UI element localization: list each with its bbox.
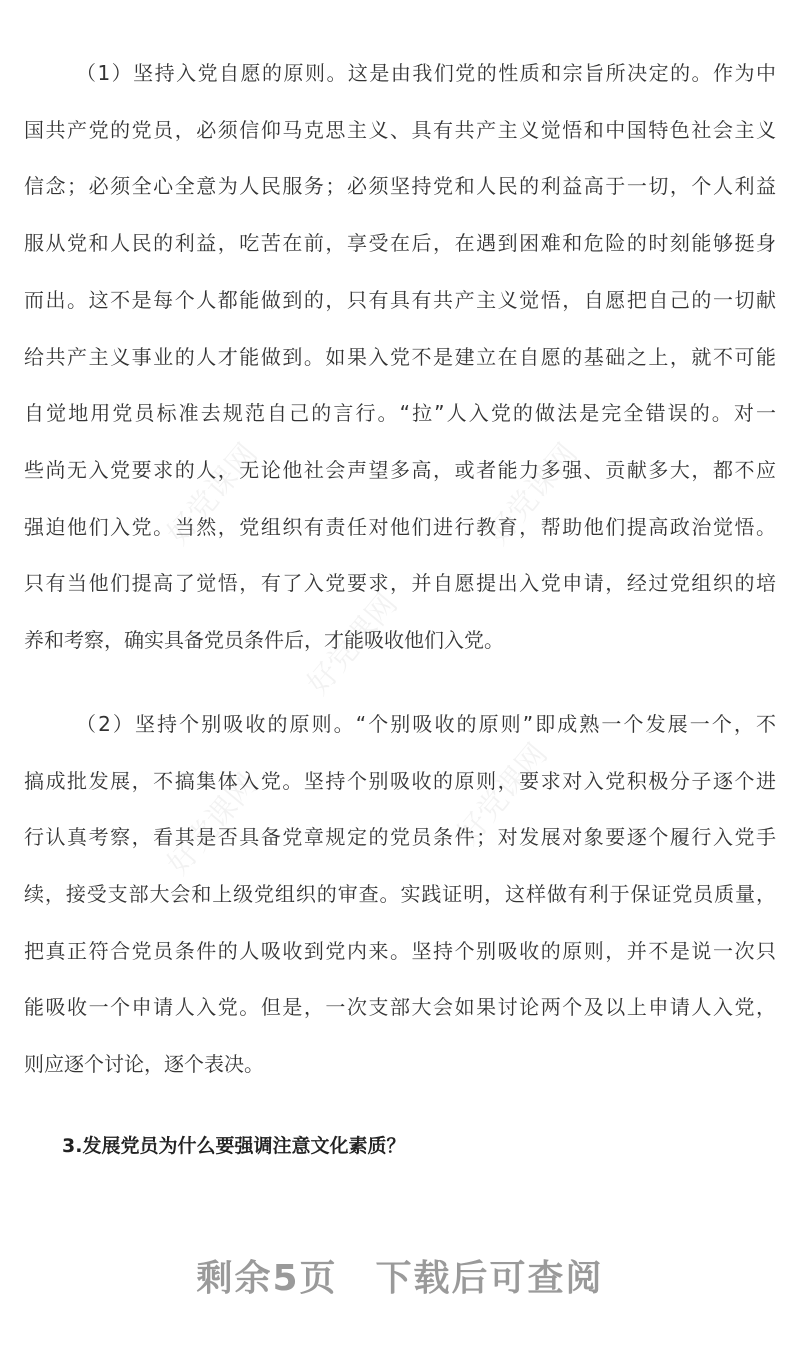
watermark: 好党课网 bbox=[160, 437, 265, 552]
text-line: 服从党和人民的利益，吃苦在前，享受在后，在遇到困难和危险的时刻能够挺身 bbox=[24, 231, 776, 255]
watermark: 好党课网 bbox=[450, 737, 555, 852]
section-heading: 3.发展党员为什么要强调注意文化素质？ bbox=[62, 1135, 406, 1157]
text-line: 把真正符合党员条件的人吸收到党内来。坚持个别吸收的原则，并不是说一次只 bbox=[24, 939, 776, 963]
text-line: 国共产党的党员，必须信仰马克思主义、具有共产主义觉悟和中国特色社会主义 bbox=[24, 118, 776, 142]
text-line: 养和考察，确实具备党员条件后，才能吸收他们入党。 bbox=[24, 628, 504, 652]
text-line: 强迫他们入党。当然，党组织有责任对他们进行教育，帮助他们提高政治觉悟。 bbox=[24, 515, 776, 539]
text-line: 搞成批发展，不搞集体入党。坚持个别吸收的原则，要求对入党积极分子逐个进 bbox=[24, 769, 776, 793]
text-line: 些尚无入党要求的人，无论他社会声望多高，或者能力多强、贡献多大，都不应 bbox=[24, 458, 776, 482]
text-line: 行认真考察，看其是否具备党章规定的党员条件；对发展对象要逐个履行入党手 bbox=[24, 825, 776, 849]
text-line: 则应逐个讨论，逐个表决。 bbox=[24, 1052, 264, 1076]
text-line: 给共产主义事业的人才能做到。如果入党不是建立在自愿的基础之上，就不可能 bbox=[24, 345, 776, 369]
text-line: 信念；必须全心全意为人民服务；必须坚持党和人民的利益高于一切，个人利益 bbox=[24, 174, 776, 198]
download-prompt[interactable]: 剩余5页 下载后可查阅 bbox=[196, 1258, 604, 1299]
text-line: （2）坚持个别吸收的原则。“个别吸收的原则”即成熟一个发展一个，不 bbox=[76, 712, 776, 736]
watermark: 好党课网 bbox=[300, 587, 405, 702]
text-line: 能吸收一个申请人入党。但是，一次支部大会如果讨论两个及以上申请人入党， bbox=[24, 995, 776, 1019]
watermark: 好党课网 bbox=[160, 767, 265, 882]
text-line: 只有当他们提高了觉悟，有了入党要求，并自愿提出入党申请，经过党组织的培 bbox=[24, 571, 776, 595]
text-line: 而出。这不是每个人都能做到的，只有具有共产主义觉悟，自愿把自己的一切献 bbox=[24, 288, 776, 312]
text-line: （1）坚持入党自愿的原则。这是由我们党的性质和宗旨所决定的。作为中 bbox=[76, 61, 776, 85]
watermark: 好党课网 bbox=[480, 437, 585, 552]
text-line: 续，接受支部大会和上级党组织的审查。实践证明，这样做有利于保证党员质量， bbox=[24, 882, 776, 906]
text-line: 自觉地用党员标准去规范自己的言行。“拉”人入党的做法是完全错误的。对一 bbox=[24, 401, 776, 425]
